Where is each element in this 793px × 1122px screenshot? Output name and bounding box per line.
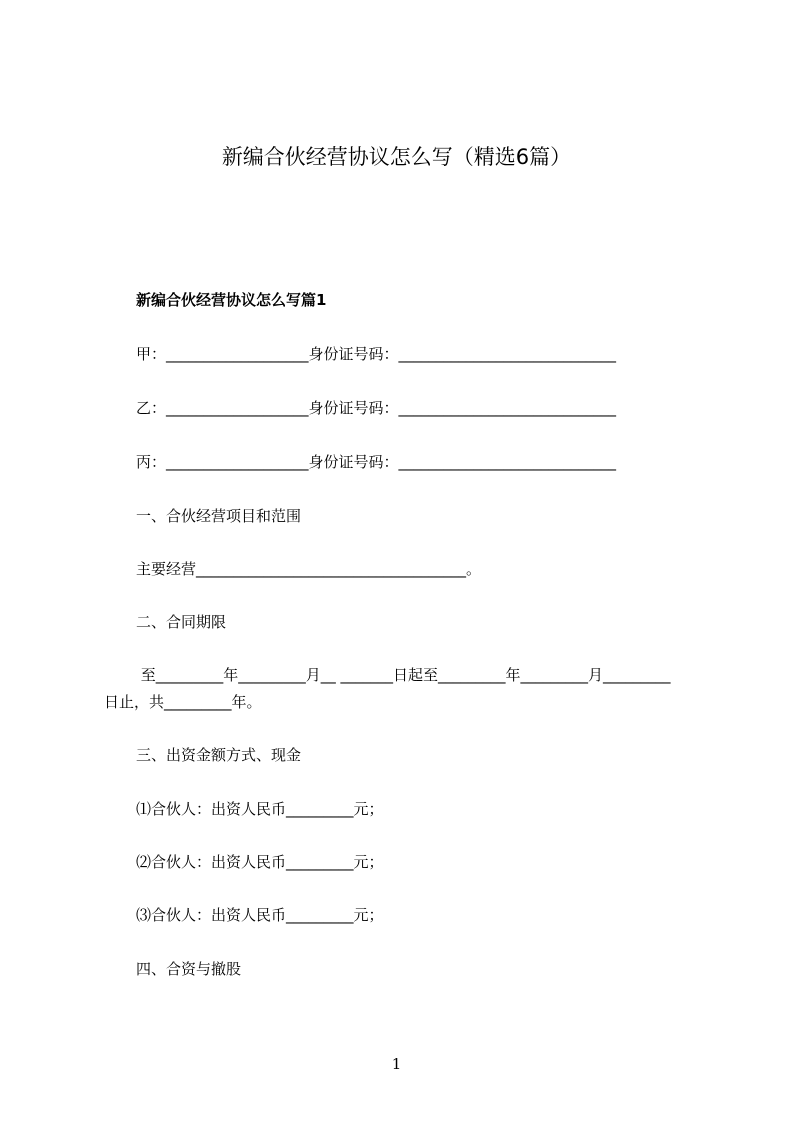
clause4-heading: 四、合资与撤股: [136, 960, 242, 978]
document-title: 新编合伙经营协议怎么写（精选6篇）: [221, 145, 572, 169]
clause1-heading: 一、合伙经营项目和范围: [136, 507, 302, 525]
clause1-text: 主要经营____________________________________。: [136, 560, 482, 578]
clause2-heading: 二、合同期限: [136, 613, 227, 631]
clause2-line1: 至_________年_________月__ _______日起至_________年_________月_________: [136, 666, 671, 684]
page-number: 1: [391, 1055, 402, 1073]
clause3-item3: ⑶合伙人：出资人民币_________元；: [136, 906, 384, 924]
section-heading: 新编合伙经营协议怎么写篇1: [136, 291, 327, 309]
party-yi-line: 乙：___________________身份证号码：_____________________________: [136, 399, 617, 417]
clause2-line2: 日止，共_________年。: [104, 693, 262, 711]
clause3-item1: ⑴合伙人：出资人民币_________元；: [136, 800, 384, 818]
clause3-item2: ⑵合伙人：出资人民币_________元；: [136, 853, 384, 871]
party-jia-line: 甲：___________________身份证号码：_____________________________: [136, 345, 617, 363]
party-bing-line: 丙：___________________身份证号码：_____________________________: [136, 453, 617, 471]
clause3-heading: 三、出资金额方式、现金: [136, 746, 302, 764]
